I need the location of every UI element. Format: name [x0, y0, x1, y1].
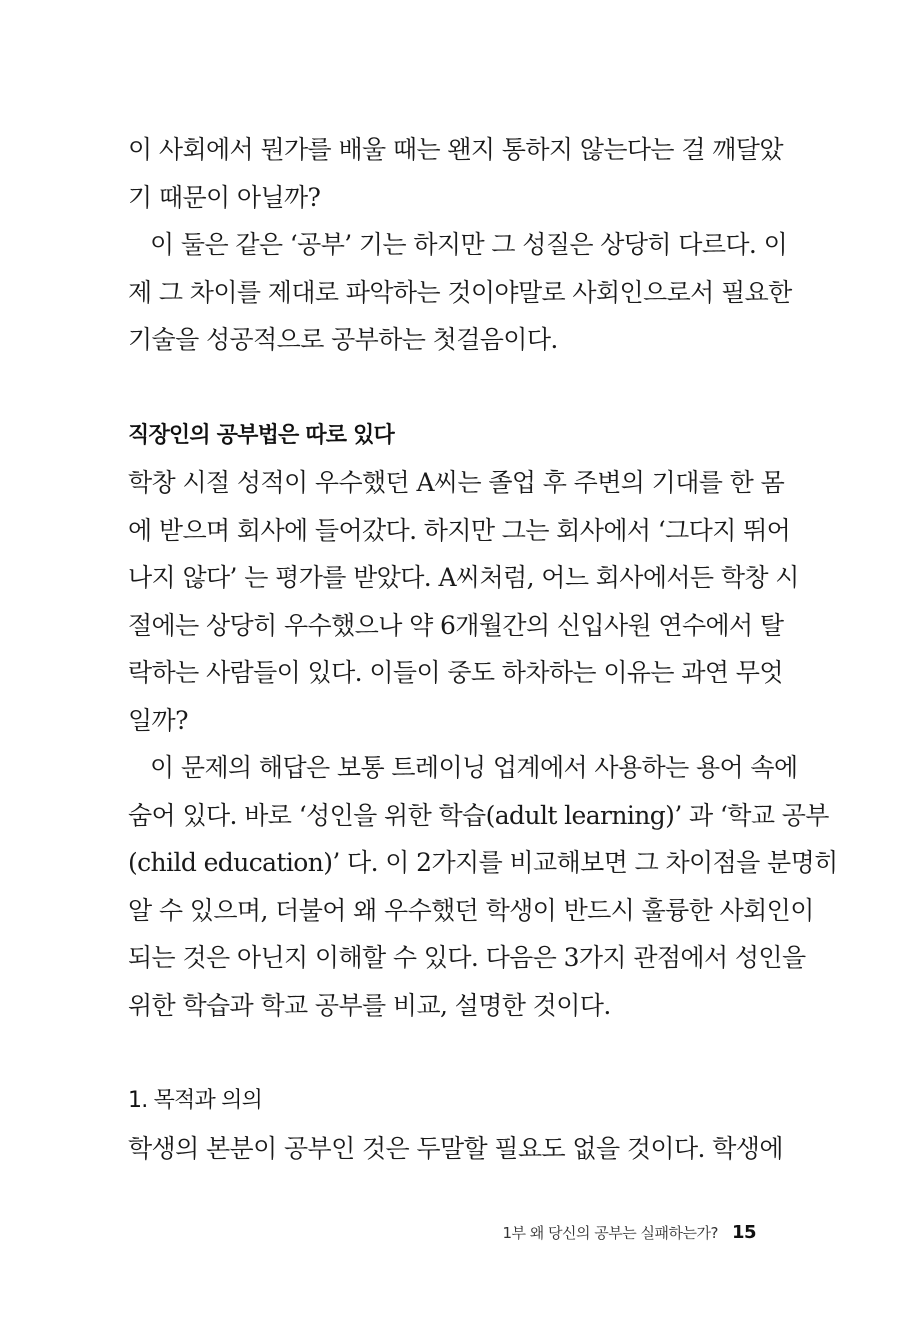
text-line: 이 둘은 같은 ‘공부’ 기는 하지만 그 성질은 상당히 다르다. 이 [150, 230, 788, 259]
text-line: 위한 학습과 학교 공부를 비교, 설명한 것이다. [128, 990, 611, 1020]
text-line: 나지 않다’ 는 평가를 받았다. A씨처럼, 어느 회사에서든 학창 시 [128, 563, 799, 592]
subsection-heading: 1. 목적과 의의 [128, 1088, 263, 1113]
page-number: 15 [731, 1222, 756, 1243]
page-body [128, 126, 838, 1172]
text-line: 기술을 성공적으로 공부하는 첫걸음이다. [128, 325, 558, 354]
text-line: 에 받으며 회사에 들어갔다. 하지만 그는 회사에서 ‘그다지 뛰어 [128, 515, 791, 545]
running-chapter-title: 1부 왜 당신의 공부는 실패하는가? [502, 1224, 718, 1242]
section-gap [128, 1029, 756, 1077]
text-line: (child education)’ 다. 이 2가지를 비교해보면 그 차이점을 분명히 [128, 848, 838, 877]
text-line: 절에는 상당히 우수했으나 약 6개월간의 신입사원 연수에서 탈 [128, 610, 784, 640]
text-line: 되는 것은 아닌지 이해할 수 있다. 다음은 3가지 관점에서 성인을 [128, 943, 806, 972]
text-line: 학창 시절 성적이 우수했던 A씨는 졸업 후 주변의 기대를 한 몸 [128, 468, 785, 497]
text-line: 숨어 있다. 바로 ‘성인을 위한 학습(adult learning)’ 과 ‘학교 공부 [128, 800, 829, 830]
text-line: 이 문제의 해답은 보통 트레이닝 업계에서 사용하는 용어 속에 [150, 753, 798, 782]
text-line: 이 사회에서 뭔가를 배울 때는 왠지 통하지 않는다는 걸 깨달았 [128, 135, 783, 164]
text-line: 락하는 사람들이 있다. 이들이 중도 하차하는 이유는 과연 무엇 [128, 658, 783, 687]
text-line: 기 때문이 아닐까? [128, 182, 321, 212]
text-line: 알 수 있으며, 더불어 왜 우수했던 학생이 반드시 훌륭한 사회인이 [128, 895, 814, 925]
section-heading: 직장인의 공부법은 따로 있다 [128, 422, 395, 448]
section-gap [128, 364, 756, 412]
text-line: 제 그 차이를 제대로 파악하는 것이야말로 사회인으로서 필요한 [128, 277, 792, 307]
text-line: 일까? [128, 705, 188, 735]
page-footer [502, 1222, 756, 1243]
text-line: 학생의 본분이 공부인 것은 두말할 필요도 없을 것이다. 학생에 [128, 1133, 783, 1163]
